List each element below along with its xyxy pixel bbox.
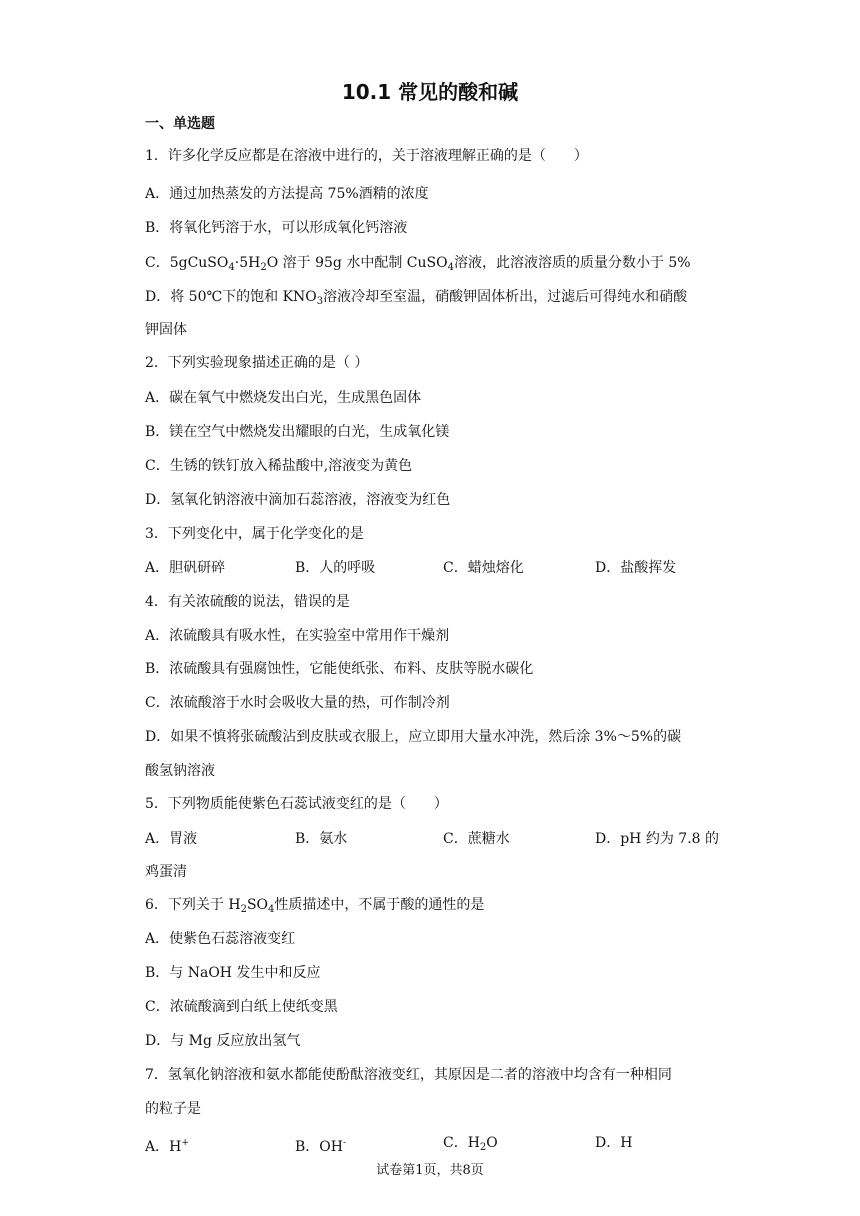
q2-option-d: D．氢氧化钠溶液中滴加石蕊溶液，溶液变为红色 (145, 492, 451, 508)
subscript: 4 (268, 904, 275, 915)
q4-option-a: A．浓硫酸具有吸水性，在实验室中常用作干燥剂 (145, 628, 450, 644)
q2-stem: 2．下列实验现象描述正确的是（ ） (145, 355, 369, 371)
q1-option-c-part: O 溶于 95g 水中配制 CuSO (266, 255, 448, 271)
q7-option-b (295, 1133, 346, 1157)
page-footer: 试卷第1页，共8页 (376, 1163, 484, 1178)
q1-option-c (145, 253, 691, 278)
q5-option-c: C．蔗糖水 (443, 831, 510, 847)
page-title: 10.1 常见的酸和碱 (341, 80, 519, 104)
q6-stem (145, 895, 484, 920)
q3-option-a: A．胆矾研碎 (145, 560, 226, 576)
q1-option-b: B．将氧化钙溶于水，可以形成氧化钙溶液 (145, 220, 408, 236)
q3-option-c: C．蜡烛熔化 (443, 560, 524, 576)
q7-option-a-text: A．H (145, 1139, 182, 1155)
q4-option-c: C．浓硫酸溶于水时会吸收大量的热，可作制冷剂 (145, 695, 450, 711)
q6-stem-part: 6．下列关于 H (145, 897, 241, 913)
q1-option-d-continued: 钾固体 (145, 322, 187, 338)
q2-option-c: C．生锈的铁钉放入稀盐酸中,溶液变为黄色 (145, 458, 413, 474)
q4-option-d-continued: 酸氢钠溶液 (145, 763, 215, 779)
subscript: 4 (228, 262, 235, 273)
q2-option-b: B．镁在空气中燃烧发出耀眼的白光，生成氧化镁 (145, 424, 450, 440)
q4-option-b: B．浓硫酸具有强腐蚀性，它能使纸张、布料、皮肤等脱水碳化 (145, 661, 534, 677)
q6-option-a: A．使紫色石蕊溶液变红 (145, 931, 296, 947)
q1-option-c-part: ·5H (234, 255, 261, 271)
q5-option-a: A．胃液 (145, 831, 198, 847)
q3-option-d: D．盐酸挥发 (595, 560, 677, 576)
q5-option-d: D．pH 约为 7.8 的 (595, 831, 720, 847)
q3-stem: 3．下列变化中，属于化学变化的是 (145, 526, 364, 542)
q6-stem-part: SO (246, 897, 269, 913)
subscript: 2 (240, 904, 247, 915)
q7-option-a (145, 1133, 189, 1157)
q7-stem-continued: 的粒子是 (145, 1101, 201, 1117)
q1-option-c-part: C．5gCuSO (145, 255, 229, 271)
section-heading: 一、单选题 (145, 116, 215, 132)
superscript: - (342, 1138, 347, 1148)
subscript: 2 (260, 262, 267, 273)
q7-option-c-text: O (486, 1135, 498, 1151)
q6-option-d: D．与 Mg 反应放出氢气 (145, 1033, 301, 1049)
subscript: 4 (447, 262, 454, 273)
q5-stem: 5．下列物质能使紫色石蕊试液变红的是（ ） (145, 796, 448, 812)
q1-option-d (145, 287, 687, 312)
q6-option-b: B．与 NaOH 发生中和反应 (145, 965, 321, 981)
q1-option-a: A．通过加热蒸发的方法提高 75%酒精的浓度 (145, 186, 429, 202)
q5-option-b: B．氨水 (295, 831, 348, 847)
q1-option-d-part: 溶液冷却至室温，硝酸钾固体析出，过滤后可得纯水和硝酸 (323, 289, 688, 305)
q4-stem: 4．有关浓硫酸的说法，错误的是 (145, 594, 350, 610)
q1-stem: 1．许多化学反应都是在溶液中进行的，关于溶液理解正确的是（ ） (145, 148, 588, 164)
superscript: + (181, 1138, 189, 1148)
q1-option-d-part: D．将 50℃下的饱和 KNO (145, 289, 317, 305)
q3-option-b: B．人的呼吸 (295, 560, 376, 576)
q7-stem: 7．氢氧化钠溶液和氨水都能使酚酞溶液变红，其原因是二者的溶液中均含有一种相同 (145, 1067, 672, 1083)
q6-stem-part: 性质描述中，不属于酸的通性的是 (274, 897, 485, 913)
subscript: 2 (479, 1142, 487, 1153)
q6-option-c: C．浓硫酸滴到白纸上使纸变黑 (145, 999, 338, 1015)
q7-option-c (443, 1133, 498, 1158)
q7-option-c-text: C．H (443, 1135, 480, 1151)
q5-option-d-continued: 鸡蛋清 (145, 864, 187, 880)
q7-option-b-text: B．OH (295, 1139, 343, 1155)
q2-option-a: A．碳在氧气中燃烧发出白光，生成黑色固体 (145, 390, 422, 406)
q1-option-c-part: 溶液，此溶液溶质的质量分数小于 5% (453, 255, 691, 271)
q4-option-d: D．如果不慎将张硫酸沾到皮肤或衣服上，应立即用大量水冲洗，然后涂 3%～5%的碳 (145, 729, 682, 745)
subscript: 3 (316, 296, 324, 307)
q7-option-d: D．H (595, 1135, 633, 1151)
